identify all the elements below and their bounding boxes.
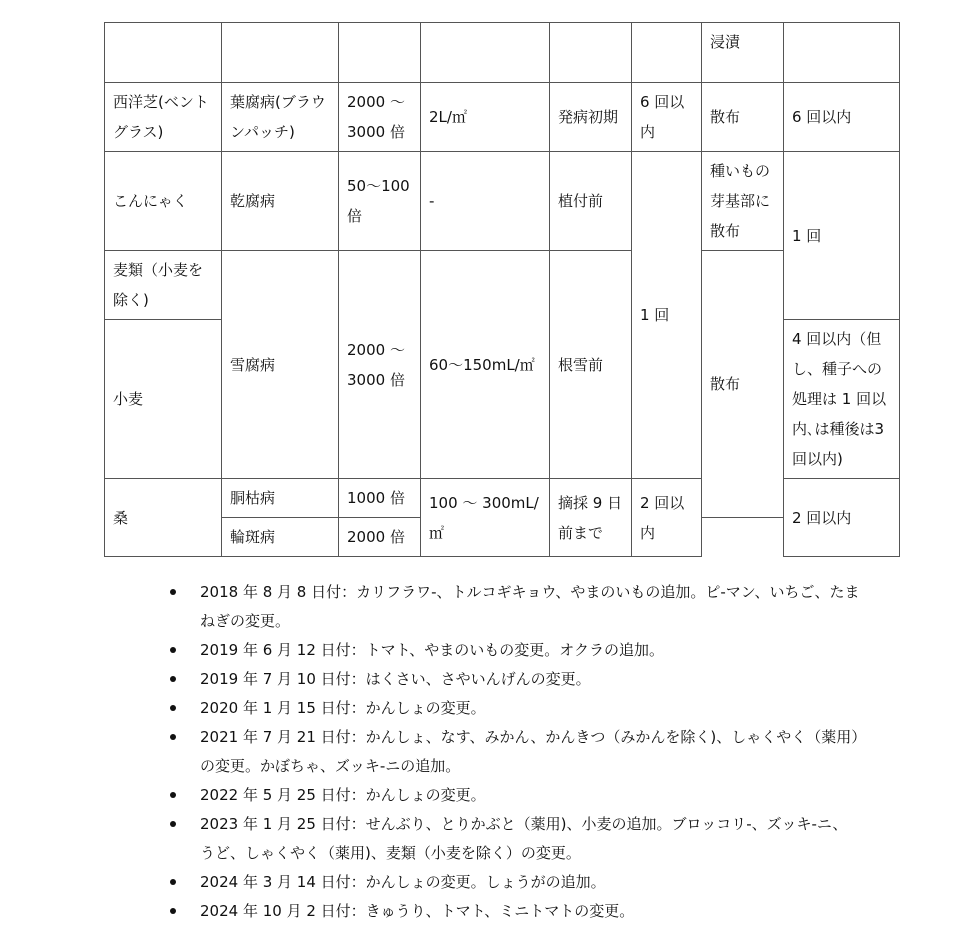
list-item: [170, 897, 860, 926]
revision-history-list: [170, 578, 860, 926]
history-text: 2021 年 7 月 21 日付：かんしょ、なす、みかん、かんきつ（みかんを除く)、しゃくやく（薬用）の変更。かぼちゃ、ズッキ-ニの追加。: [200, 728, 859, 775]
timing-cell: [550, 83, 632, 152]
table-cell: [222, 23, 339, 83]
bullet-icon: [170, 589, 176, 595]
bullet-icon: [170, 647, 176, 653]
disease-cell: [222, 83, 339, 152]
dilution-text: 50～100 倍: [347, 177, 410, 225]
disease-cell: [222, 518, 339, 557]
dilution-cell: [339, 251, 421, 479]
total-text: 2 回以内: [792, 508, 852, 527]
list-item: [170, 723, 860, 781]
disease-text: 乾腐病: [230, 192, 276, 210]
table-cell: [550, 23, 632, 83]
crop-text: 麦類（小麦を除く): [113, 261, 204, 309]
history-text: 2024 年 3 月 14 日付：かんしょの変更。しょうがの追加。: [200, 873, 606, 891]
crop-text: こんにゃく: [113, 192, 188, 210]
dilution-text: 2000 ～ 3000 倍: [347, 93, 405, 141]
amount-cell: [421, 83, 550, 152]
history-text: 2019 年 6 月 12 日付：トマト、やまのいもの変更。オクラの追加。: [200, 641, 664, 659]
timing-cell: [550, 479, 632, 557]
times-text: 2 回以 内: [640, 493, 685, 542]
dilution-text: 1000 倍: [347, 489, 405, 507]
table-cell: [702, 23, 784, 83]
dilution-cell: [339, 518, 421, 557]
method-cell: [702, 83, 784, 152]
disease-text: 葉腐病(ブラウンパッチ): [230, 93, 326, 141]
timing-cell: [550, 152, 632, 251]
amount-text: 60～150mL/㎡: [429, 355, 535, 374]
history-text: 2023 年 1 月 25 日付：せんぶり、とりかぶと（薬用)、小麦の追加。ブロッコリ-、ズッキ-ニ、うど、しゃくやく（薬用)、麦類（小麦を除く）の変更。: [200, 815, 848, 862]
bullet-icon: [170, 792, 176, 798]
table-cell: [784, 23, 900, 83]
bullet-icon: [170, 879, 176, 885]
pesticide-table: [104, 22, 900, 557]
table-row: [105, 152, 900, 251]
method-cell: [702, 152, 784, 251]
bullet-icon: [170, 734, 176, 740]
amount-cell: [421, 251, 550, 479]
times-cell: [632, 83, 702, 152]
dilution-cell: [339, 479, 421, 518]
table-cell: [421, 23, 550, 83]
crop-cell: [105, 320, 222, 479]
total-cell: [784, 320, 900, 479]
list-item: [170, 636, 860, 665]
list-item: [170, 868, 860, 897]
dilution-text: 2000 ～ 3000 倍: [347, 340, 405, 389]
crop-cell: [105, 479, 222, 557]
crop-cell: [105, 152, 222, 251]
amount-text: 100 ～ 300mL/ ㎡: [429, 493, 539, 542]
bullet-icon: [170, 676, 176, 682]
dilution-cell: [339, 83, 421, 152]
table-cell: [105, 23, 222, 83]
total-text: 6 回以内: [792, 108, 852, 126]
list-item: [170, 665, 860, 694]
disease-cell: [222, 152, 339, 251]
times-cell: [632, 152, 702, 479]
times-text: 1 回: [640, 306, 670, 324]
crop-text: 西洋芝(ベントグラス): [113, 93, 209, 141]
timing-text: 摘採 9 日 前まで: [558, 493, 623, 542]
total-cell: [784, 152, 900, 320]
list-item: [170, 781, 860, 810]
timing-text: 発病初期: [558, 108, 619, 126]
table-row: [105, 251, 900, 320]
bullet-icon: [170, 908, 176, 914]
crop-text: 小麦: [113, 390, 144, 408]
method-text: 種いもの 芽基部に 散布: [710, 162, 771, 240]
total-text: 4 回以内（但し、種子への処理は 1 回以内､は種後は3回以内): [792, 330, 887, 468]
table-cell: [339, 23, 421, 83]
timing-text: 植付前: [558, 192, 604, 210]
amount-text: 2L/㎡: [429, 108, 467, 126]
timing-cell: [550, 251, 632, 479]
table-row: [105, 83, 900, 152]
total-cell: [784, 479, 900, 557]
bullet-icon: [170, 821, 176, 827]
bullet-icon: [170, 705, 176, 711]
method-text: 散布: [710, 108, 741, 126]
disease-text: 胴枯病: [230, 489, 276, 507]
disease-text: 雪腐病: [230, 355, 276, 374]
list-item: [170, 810, 860, 868]
history-text: 2020 年 1 月 15 日付：かんしょの変更。: [200, 699, 486, 717]
table-cell: [632, 23, 702, 83]
table-row: [105, 23, 900, 83]
amount-cell: [421, 152, 550, 251]
method-text: 散布: [710, 375, 741, 393]
history-text: 2024 年 10 月 2 日付：きゅうり、トマト、ミニトマトの変更。: [200, 902, 635, 920]
list-item: [170, 694, 860, 723]
disease-cell: [222, 251, 339, 479]
method-text: 浸漬: [710, 33, 741, 51]
timing-text: 根雪前: [558, 355, 604, 374]
disease-cell: [222, 479, 339, 518]
times-cell: [632, 479, 702, 557]
amount-text: -: [429, 192, 435, 210]
times-text: 6 回以 内: [640, 93, 685, 141]
amount-cell: [421, 479, 550, 557]
total-text: 1 回: [792, 226, 822, 245]
history-text: 2019 年 7 月 10 日付：はくさい、さやいんげんの変更。: [200, 670, 591, 688]
crop-cell: [105, 83, 222, 152]
crop-cell: [105, 251, 222, 320]
crop-text: 桑: [113, 508, 129, 527]
history-text: 2018 年 8 月 8 日付：カリフラワ-、トルコギキョウ、やまのいもの追加。ピ-マン、いちご、たまねぎの変更。: [200, 583, 860, 630]
method-cell: [702, 251, 784, 518]
total-cell: [784, 83, 900, 152]
list-item: [170, 578, 860, 636]
history-text: 2022 年 5 月 25 日付：かんしょの変更。: [200, 786, 486, 804]
dilution-cell: [339, 152, 421, 251]
dilution-text: 2000 倍: [347, 528, 405, 546]
disease-text: 輪斑病: [230, 528, 276, 546]
